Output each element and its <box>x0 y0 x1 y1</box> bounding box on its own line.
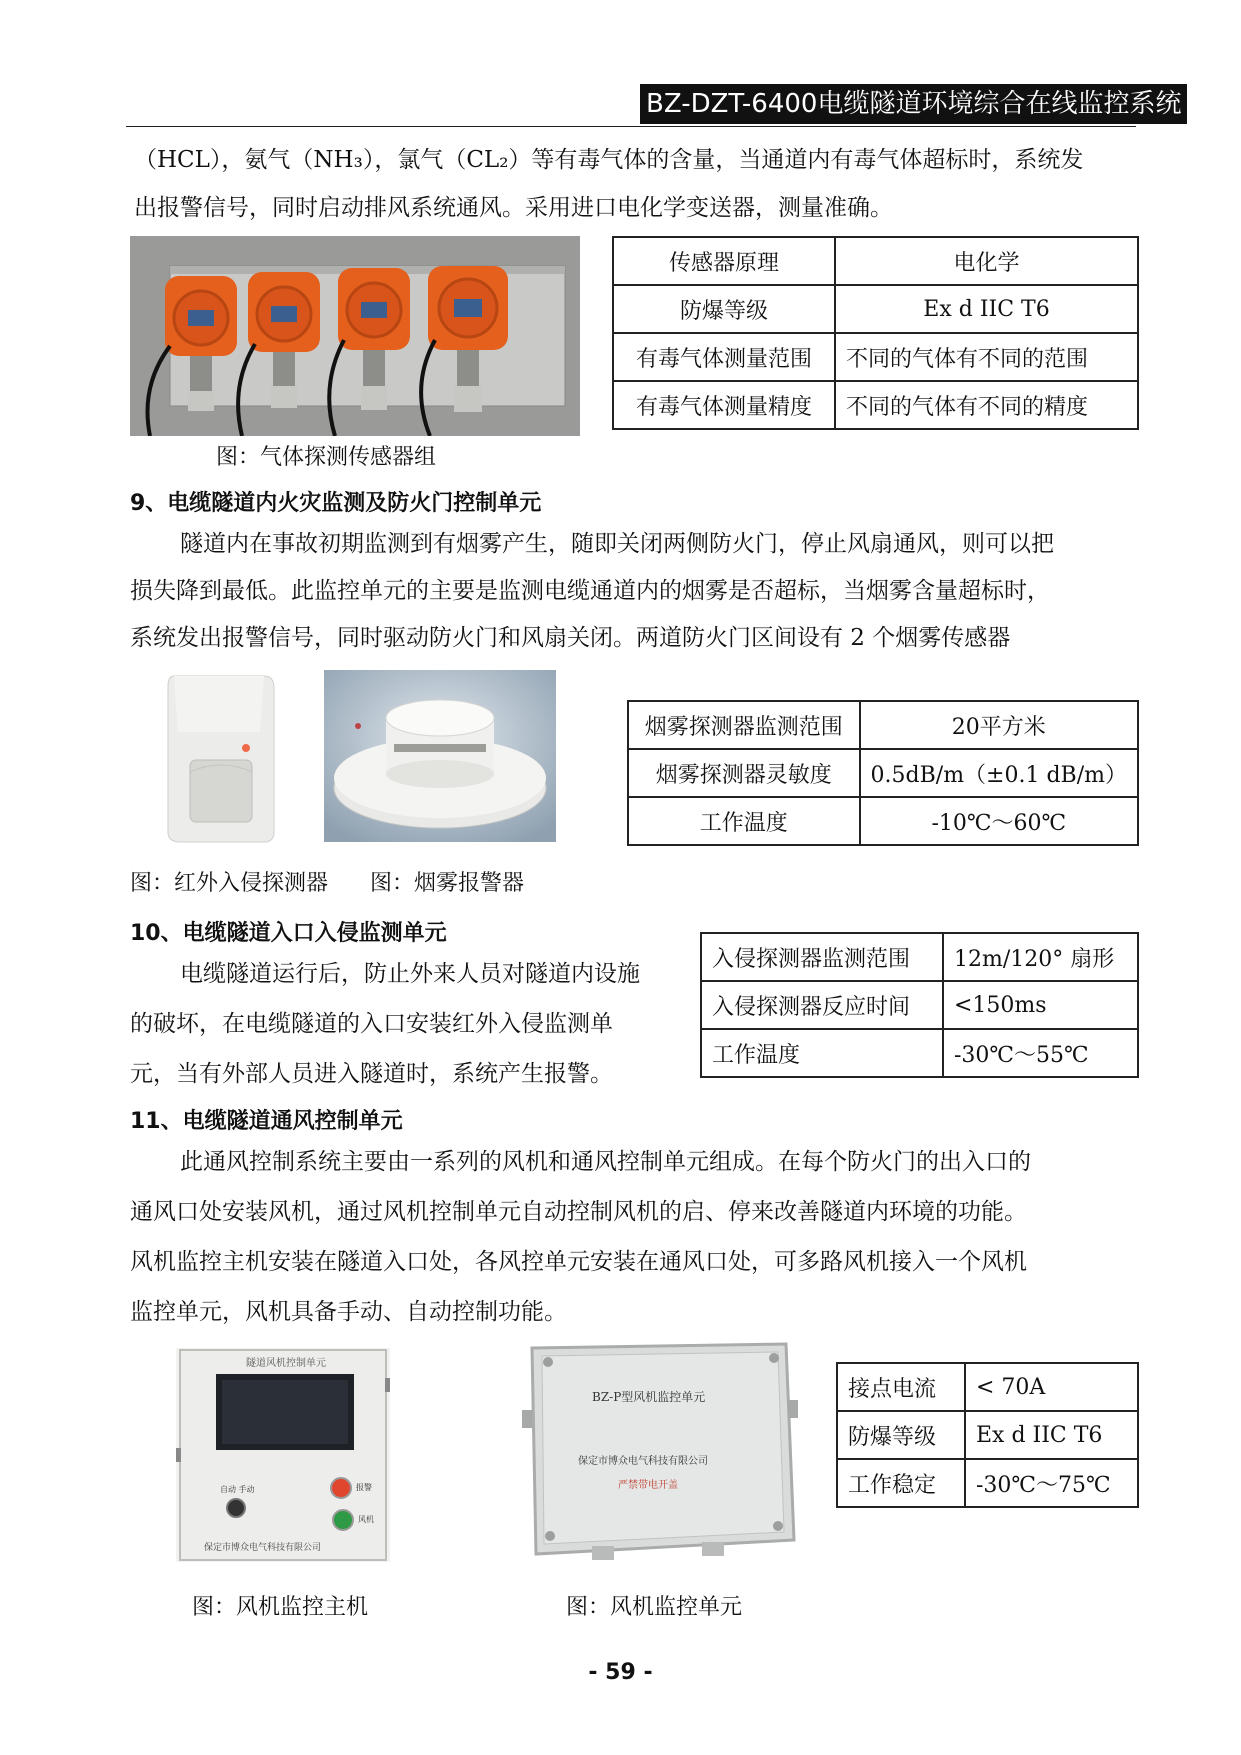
table-row <box>613 285 1138 333</box>
table-cell: 接点电流 <box>837 1363 965 1411</box>
table-cell: 不同的气体有不同的精度 <box>835 381 1138 429</box>
table-cell: 工作稳定 <box>837 1459 965 1507</box>
fan-unit-photo <box>522 1340 798 1564</box>
table-cell: -30℃～55℃ <box>943 1029 1138 1077</box>
fan-spec-table <box>836 1362 1139 1508</box>
table-row <box>701 933 1138 981</box>
intro-line-1: （HCL），氨气（NH₃），氯气（CL₂）等有毒气体的含量，当通道内有毒气体超标时，系统发 <box>134 147 1084 173</box>
section-9-line-3: 系统发出报警信号，同时驱动防火门和风扇关闭。两道防火门区间设有 2 个烟雾传感器 <box>130 625 1011 651</box>
table-cell: 电化学 <box>835 237 1138 285</box>
table-cell: 传感器原理 <box>613 237 835 285</box>
section-9-line-1: 隧道内在事故初期监测到有烟雾产生，随即关闭两侧防火门，停止风扇通风，则可以把 <box>180 531 1054 557</box>
table-cell: 入侵探测器反应时间 <box>701 981 943 1029</box>
section-11-heading: 11、电缆隧道通风控制单元 <box>130 1109 403 1134</box>
gas-spec-table <box>612 236 1139 430</box>
smoke-spec-table <box>627 700 1139 846</box>
fan-unit-company: 保定市博众电气科技有限公司 <box>578 1456 708 1467</box>
section-11-line-4: 监控单元，风机具备手动、自动控制功能。 <box>130 1299 567 1325</box>
gas-sensor-photo <box>130 236 580 436</box>
table-row <box>701 1029 1138 1077</box>
section-9-heading: 9、电缆隧道内火灾监测及防火门控制单元 <box>130 491 542 516</box>
section-9-line-2: 损失降到最低。此监控单元的主要是监测电缆通道内的烟雾是否超标，当烟雾含量超标时， <box>130 578 1050 604</box>
table-cell: 烟雾探测器灵敏度 <box>628 749 860 797</box>
table-row <box>837 1411 1138 1459</box>
fan-unit-title: BZ-P型风机监控单元 <box>592 1390 706 1404</box>
smoke-alarm-photo <box>324 670 556 842</box>
fan-host-title: 隧道风机控制单元 <box>246 1358 326 1369</box>
fan-host-alarm-label: 报警 <box>356 1483 372 1492</box>
table-cell: 12m/120° 扇形 <box>943 933 1138 981</box>
table-row <box>613 333 1138 381</box>
table-cell: Ex d IIC T6 <box>835 285 1138 333</box>
fan-host-company: 保定市博众电气科技有限公司 <box>204 1543 322 1553</box>
table-cell: 防爆等级 <box>613 285 835 333</box>
fan-host-caption: 图：风机监控主机 <box>192 1595 369 1620</box>
fan-host-photo <box>176 1348 390 1562</box>
table-row <box>613 237 1138 285</box>
header-title: BZ-DZT-6400电缆隧道环境综合在线监控系统 <box>640 84 1187 124</box>
table-row <box>628 701 1138 749</box>
table-row <box>837 1459 1138 1507</box>
table-row <box>628 797 1138 845</box>
table-cell: < 70A <box>965 1363 1138 1411</box>
section-10-line-2: 的破坏，在电缆隧道的入口安装红外入侵监测单 <box>130 1011 613 1037</box>
table-cell: 20平方米 <box>860 701 1138 749</box>
infrared-caption: 图：红外入侵探测器 <box>130 871 329 896</box>
section-10-line-3: 元，当有外部人员进入隧道时，系统产生报警。 <box>130 1061 613 1087</box>
table-cell: <150ms <box>943 981 1138 1029</box>
intro-line-2: 出报警信号，同时启动排风系统通风。采用进口电化学变送器，测量准确。 <box>134 195 893 221</box>
table-cell: 烟雾探测器监测范围 <box>628 701 860 749</box>
infrared-detector-photo <box>160 672 280 844</box>
intrusion-spec-table <box>700 932 1139 1078</box>
gas-caption: 图：气体探测传感器组 <box>216 445 437 470</box>
section-10-line-1: 电缆隧道运行后，防止外来人员对隧道内设施 <box>180 961 640 987</box>
page-number: - 59 - <box>588 1660 653 1685</box>
table-cell: Ex d IIC T6 <box>965 1411 1138 1459</box>
table-row <box>701 981 1138 1029</box>
table-cell: 入侵探测器监测范围 <box>701 933 943 981</box>
table-cell: 工作温度 <box>701 1029 943 1077</box>
section-11-line-1: 此通风控制系统主要由一系列的风机和通风控制单元组成。在每个防火门的出入口的 <box>180 1149 1031 1175</box>
section-11-line-3: 风机监控主机安装在隧道入口处，各风控单元安装在通风口处，可多路风机接入一个风机 <box>130 1249 1027 1275</box>
table-cell: -10℃～60℃ <box>860 797 1138 845</box>
table-cell: 防爆等级 <box>837 1411 965 1459</box>
table-cell: 有毒气体测量精度 <box>613 381 835 429</box>
table-row <box>613 381 1138 429</box>
table-cell: -30℃～75℃ <box>965 1459 1138 1507</box>
table-cell: 0.5dB/m（±0.1 dB/m） <box>860 749 1138 797</box>
table-cell: 不同的气体有不同的范围 <box>835 333 1138 381</box>
fan-unit-warning: 严禁带电开盖 <box>618 1480 678 1491</box>
section-11-line-2: 通风口处安装风机，通过风机控制单元自动控制风机的启、停来改善隧道内环境的功能。 <box>130 1199 1027 1225</box>
smoke-caption: 图：烟雾报警器 <box>370 871 525 896</box>
table-row <box>837 1363 1138 1411</box>
table-row <box>628 749 1138 797</box>
fan-host-switch-label: 自动 手动 <box>220 1485 255 1494</box>
table-cell: 有毒气体测量范围 <box>613 333 835 381</box>
fan-host-fan-label: 风机 <box>358 1515 374 1524</box>
fan-unit-caption: 图：风机监控单元 <box>566 1595 743 1620</box>
section-10-heading: 10、电缆隧道入口入侵监测单元 <box>130 921 447 946</box>
table-cell: 工作温度 <box>628 797 860 845</box>
header-rule <box>126 126 1136 127</box>
